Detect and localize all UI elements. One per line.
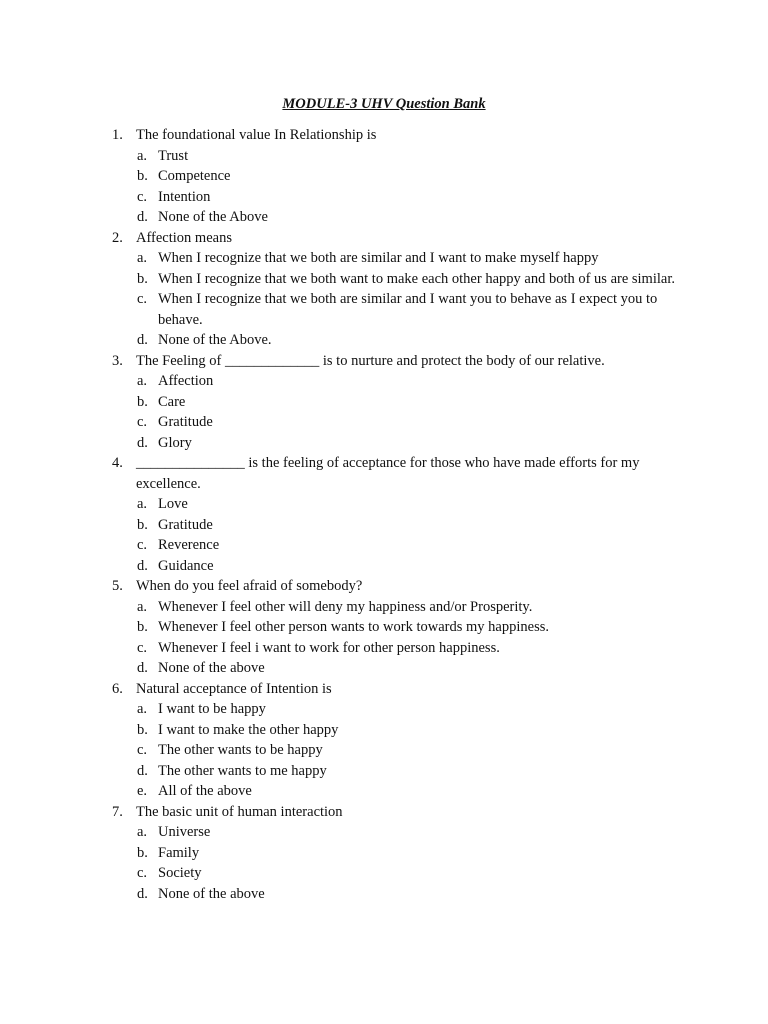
question-number: 4. (112, 455, 123, 471)
answer-option (0, 740, 768, 761)
option-letter: d. (137, 885, 148, 902)
answer-option (0, 884, 768, 905)
option-letter: b. (137, 393, 148, 410)
option-letter: e. (137, 783, 148, 799)
option-letter: c. (137, 865, 148, 881)
question-row (0, 802, 768, 823)
option-letter: d. (137, 209, 148, 225)
answer-option (0, 187, 768, 208)
option-text: None of the above (158, 885, 265, 902)
option-text: Guidance (158, 557, 214, 574)
answer-option (0, 289, 768, 330)
option-letter: c. (137, 188, 148, 205)
option-text: The other wants to me happy (158, 762, 327, 779)
option-text: Trust (158, 147, 189, 164)
answer-option (0, 597, 768, 618)
answer-option (0, 863, 768, 884)
answer-option (0, 371, 768, 392)
option-text: Intention (158, 188, 211, 205)
option-text: Society (158, 865, 202, 881)
question-row (0, 576, 768, 597)
option-letter: c. (137, 291, 148, 307)
option-text: Family (158, 844, 200, 861)
answer-option (0, 822, 768, 843)
question-item (0, 576, 768, 679)
question-number: 2. (112, 229, 123, 246)
answer-option (0, 248, 768, 269)
question-number: 1. (112, 127, 123, 143)
option-letter: d. (137, 660, 148, 676)
answer-option (0, 781, 768, 802)
option-text: None of the Above. (158, 332, 272, 348)
answer-option (0, 207, 768, 228)
question-text: When do you feel afraid of somebody? (136, 578, 363, 594)
option-letter: d. (137, 434, 148, 451)
option-letter: b. (137, 844, 148, 861)
option-text: Love (158, 496, 188, 512)
answer-option (0, 392, 768, 413)
question-item (0, 351, 768, 454)
option-text: Whenever I feel other person wants to work towards my happiness. (158, 619, 549, 635)
question-list (0, 125, 768, 904)
question-item (0, 453, 768, 576)
option-letter: a. (137, 147, 148, 164)
option-letter: c. (137, 537, 148, 553)
option-letter: b. (137, 270, 148, 287)
option-letter: a. (137, 824, 148, 840)
option-text: The other wants to be happy (158, 742, 323, 758)
answer-option (0, 638, 768, 659)
option-text: None of the Above (158, 209, 268, 225)
answer-option (0, 146, 768, 167)
answer-option (0, 433, 768, 454)
question-item (0, 228, 768, 351)
option-text: Competence (158, 168, 231, 184)
option-text: Affection (158, 373, 214, 389)
question-row (0, 453, 768, 494)
question-row (0, 125, 768, 146)
question-text: The basic unit of human interaction (136, 803, 343, 820)
question-number: 3. (112, 352, 123, 369)
option-text: Whenever I feel i want to work for other person happiness. (158, 639, 500, 656)
page-title: MODULE-3 UHV Question Bank (282, 96, 486, 112)
answer-option (0, 556, 768, 577)
option-letter: b. (137, 619, 148, 635)
option-letter: b. (137, 721, 148, 738)
answer-option (0, 699, 768, 720)
option-text: Reverence (158, 537, 220, 553)
option-letter: c. (137, 639, 148, 656)
answer-option (0, 843, 768, 864)
option-text: Universe (158, 824, 211, 840)
answer-option (0, 617, 768, 638)
answer-option (0, 761, 768, 782)
question-row (0, 679, 768, 700)
option-text: Gratitude (158, 516, 213, 533)
option-text: I want to be happy (158, 701, 266, 717)
option-letter: b. (137, 516, 148, 533)
option-text: Care (158, 393, 186, 410)
answer-option (0, 658, 768, 679)
question-text: Affection means (136, 229, 232, 246)
option-text: When I recognize that we both are similar and I want you to behave as I expect you to behave. (158, 291, 658, 328)
option-letter: a. (137, 373, 148, 389)
answer-option (0, 330, 768, 351)
option-letter: c. (137, 742, 148, 758)
question-item (0, 125, 768, 228)
option-text: All of the above (158, 783, 252, 799)
option-text: Glory (158, 434, 192, 451)
option-letter: a. (137, 496, 148, 512)
question-row (0, 351, 768, 372)
question-item (0, 679, 768, 802)
option-letter: d. (137, 762, 148, 779)
option-text: When I recognize that we both want to make each other happy and both of us are similar. (158, 270, 675, 287)
option-letter: c. (137, 414, 148, 430)
answer-option (0, 515, 768, 536)
question-text: The Feeling of _____________ is to nurture and protect the body of our relative. (136, 352, 605, 369)
option-text: Whenever I feel other will deny my happiness and/or Prosperity. (158, 598, 533, 615)
answer-option (0, 494, 768, 515)
question-text: The foundational value In Relationship is (136, 127, 377, 143)
option-letter: b. (137, 168, 148, 184)
question-item (0, 802, 768, 905)
option-text: I want to make the other happy (158, 721, 339, 738)
answer-option (0, 412, 768, 433)
answer-option (0, 720, 768, 741)
option-letter: d. (137, 332, 148, 348)
option-letter: a. (137, 701, 148, 717)
answer-option (0, 269, 768, 290)
answer-option (0, 166, 768, 187)
question-text: _______________ is the feeling of acceptance for those who have made efforts for my excellence. (136, 455, 640, 492)
option-text: When I recognize that we both are similar and I want to make myself happy (158, 250, 599, 266)
question-number: 7. (112, 803, 123, 820)
question-row (0, 228, 768, 249)
option-letter: a. (137, 598, 148, 615)
option-text: None of the above (158, 660, 265, 676)
question-text: Natural acceptance of Intention is (136, 680, 332, 697)
answer-option (0, 535, 768, 556)
option-letter: d. (137, 557, 148, 574)
question-number: 6. (112, 680, 123, 697)
question-number: 5. (112, 578, 123, 594)
option-letter: a. (137, 250, 148, 266)
option-text: Gratitude (158, 414, 213, 430)
